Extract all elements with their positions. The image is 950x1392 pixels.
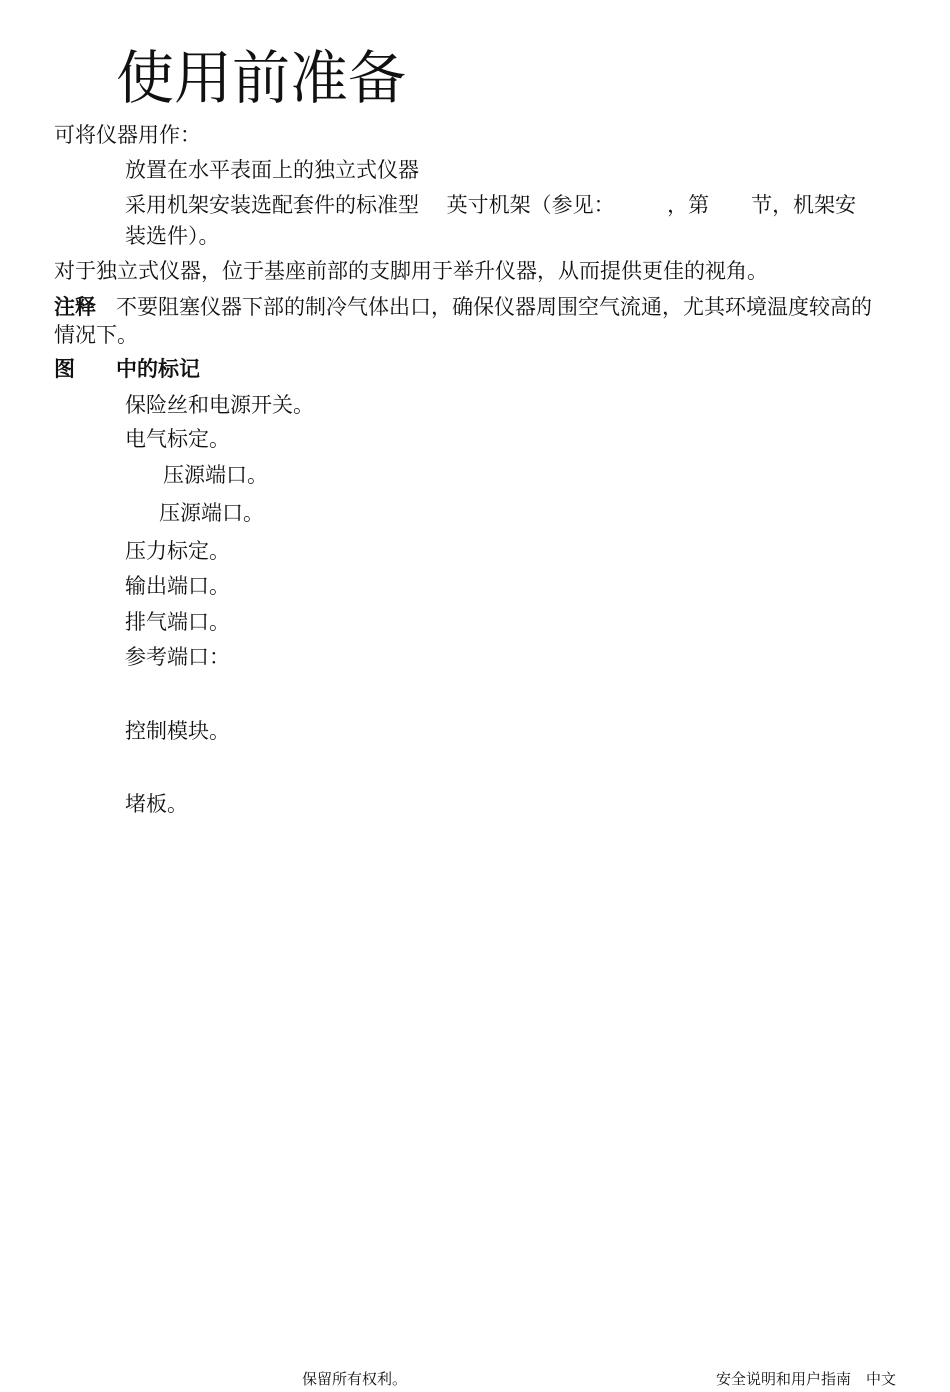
standalone-note: 对于独立式仪器，位于基座前部的支脚用于举升仪器，从而提供更佳的视角。 <box>54 259 768 283</box>
marker-item: 压源端口。 <box>159 501 264 525</box>
figure-label: 图 <box>54 357 75 381</box>
use-item-rack-mount-cont: 装选件）。 <box>125 224 220 248</box>
page-title: 使用前准备 <box>116 44 407 112</box>
use-item-standalone: 放置在水平表面上的独立式仪器 <box>125 158 419 182</box>
marker-item: 控制模块。 <box>125 719 230 743</box>
figure-heading: 中的标记 <box>116 357 200 381</box>
marker-item: 参考端口： <box>125 645 230 669</box>
marker-item: 排气端口。 <box>125 610 230 634</box>
note-label: 注释 <box>54 295 96 319</box>
marker-item: 压力标定。 <box>125 539 230 563</box>
marker-item: 电气标定。 <box>125 427 230 451</box>
footer-copyright: 保留所有权利。 <box>302 1370 408 1388</box>
marker-item: 输出端口。 <box>125 574 230 598</box>
note-text-line2: 情况下。 <box>54 323 138 347</box>
marker-item: 压源端口。 <box>163 463 268 487</box>
intro-text: 可将仪器用作： <box>54 123 201 147</box>
marker-item: 保险丝和电源开关。 <box>125 393 314 417</box>
note-text-line1: 不要阻塞仪器下部的制冷气体出口，确保仪器周围空气流通，尤其环境温度较高的 <box>116 295 872 319</box>
footer-doc-title: 安全说明和用户指南 中文 <box>716 1370 897 1388</box>
use-item-rack-mount: 采用机架安装选配套件的标准型 英寸机架（参见： ，第 节，机架安 <box>125 193 857 217</box>
marker-item: 堵板。 <box>125 792 188 816</box>
